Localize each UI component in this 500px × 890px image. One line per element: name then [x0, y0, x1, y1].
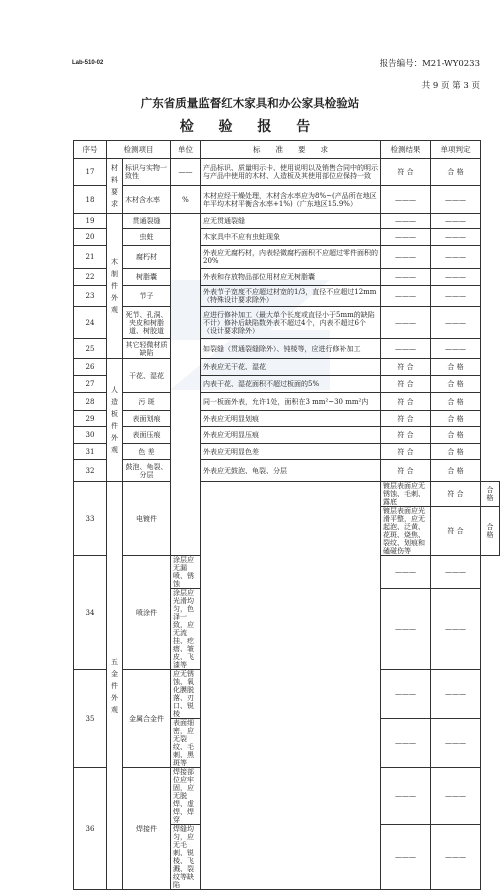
- table-header: [74, 141, 500, 159]
- row-unit: ——: [171, 159, 201, 186]
- row-result: ———: [381, 556, 431, 589]
- row-no: 25: [74, 339, 107, 359]
- row-result: 符 合: [381, 444, 431, 460]
- row-result: ———: [381, 825, 431, 890]
- row-result: 符 合: [431, 482, 481, 507]
- row-result: ———: [381, 719, 431, 768]
- table-row: [74, 411, 500, 427]
- row-no: 23: [74, 286, 107, 307]
- row-item: 表面划痕: [123, 411, 171, 427]
- row-result: 符 合: [381, 427, 431, 444]
- row-verdict: ———: [431, 556, 481, 589]
- row-verdict: ———: [431, 246, 481, 269]
- row-item: 喷涂件: [123, 556, 171, 670]
- row-no: 30: [74, 427, 107, 444]
- row-verdict: 合 格: [481, 507, 500, 556]
- row-result: 符 合: [381, 460, 431, 482]
- row-no: 32: [74, 460, 107, 482]
- page-indicator: 共 9 页 第 3 页: [421, 81, 480, 91]
- row-result: ———: [381, 269, 431, 286]
- table-row: [74, 444, 500, 460]
- row-no: 20: [74, 229, 107, 246]
- row-verdict: ———: [431, 825, 481, 890]
- row-result: ———: [381, 589, 431, 670]
- row-verdict: ———: [431, 768, 481, 825]
- table-row: [74, 186, 500, 214]
- group-label: 木制件外观: [107, 214, 123, 359]
- lab-code: Lab-510-02: [72, 60, 104, 66]
- group-label: 人造板件外观: [107, 359, 123, 482]
- row-req: 镀层表面应光滑平整，应无起泡、泛黄、花斑、烧焦、裂纹、划痕和磕碰伤等: [381, 507, 431, 556]
- row-item: 木材含水率: [123, 186, 171, 214]
- row-no: 31: [74, 444, 107, 460]
- row-item: 污 斑: [123, 393, 171, 411]
- row-item: 虫蛀: [123, 229, 171, 246]
- row-verdict: 合 格: [431, 427, 481, 444]
- table-row: [74, 359, 500, 376]
- row-result: ———: [381, 246, 431, 269]
- row-req: 外表应无干花、湿花: [201, 359, 381, 376]
- row-result: ———: [381, 339, 431, 359]
- row-item: 干花、湿花: [123, 359, 171, 393]
- row-verdict: ———: [431, 307, 481, 339]
- row-req: 外表应无明显划痕: [201, 411, 381, 427]
- row-req: 如裂缝（贯通裂缝除外）、钝棱等，应进行修补加工: [201, 339, 381, 359]
- col-header: 标 准 要 求: [201, 141, 381, 159]
- row-verdict: ———: [431, 670, 481, 719]
- row-req: 应无贯通裂缝: [201, 214, 381, 229]
- table-row: [74, 214, 500, 229]
- row-verdict: 合 格: [431, 159, 481, 186]
- row-no: 28: [74, 393, 107, 411]
- col-header: 检测项目: [107, 141, 171, 159]
- row-req: 表面细密，应无裂纹、毛刺、黑斑等: [171, 719, 201, 768]
- table-row: [74, 393, 500, 411]
- table-row: [74, 286, 500, 307]
- row-item: 金属合金件: [123, 670, 171, 768]
- row-verdict: 合 格: [431, 444, 481, 460]
- table-row: [74, 269, 500, 286]
- row-verdict: ———: [431, 589, 481, 670]
- row-no: 17: [74, 159, 107, 186]
- row-verdict: 合 格: [431, 359, 481, 376]
- row-req: 涂层应无漏喷、锈蚀: [171, 556, 201, 589]
- table-row: [74, 460, 500, 482]
- row-req: 木材应经干燥处理，木材含水率应为8%~(产品所在地区年平均木材平衡含水率+1%)（广东地区15.9%）: [201, 186, 381, 214]
- row-no: 26: [74, 359, 107, 376]
- row-req: 内表干花、湿花面积不超过板面的5%: [201, 376, 381, 393]
- row-result: ———: [381, 214, 431, 229]
- col-header: 序号: [74, 141, 107, 159]
- row-req: 外表应无腐朽材，内表轻微腐朽面积不应超过零件面积的20%: [201, 246, 381, 269]
- col-header: 单位: [171, 141, 201, 159]
- row-item: 标识与实物一致性: [123, 159, 171, 186]
- row-item: 贯通裂缝: [123, 214, 171, 229]
- row-req: 涂层应光滑均匀，色泽一致，应无流挂、疙瘩、皱皮、飞漆等: [171, 589, 201, 670]
- row-no: 35: [74, 670, 107, 768]
- row-result: 符 合: [381, 359, 431, 376]
- row-req: 焊接部位应牢固，应无脱焊、虚焊、焊穿: [171, 768, 201, 825]
- row-verdict: ———: [431, 214, 481, 229]
- row-unit: [171, 214, 201, 556]
- row-item: 电镀件: [123, 482, 171, 556]
- row-no: 34: [74, 556, 107, 670]
- group-label: 五金件外观: [107, 482, 123, 890]
- row-item: 表面压痕: [123, 427, 171, 444]
- row-no: 29: [74, 411, 107, 427]
- row-result: ———: [381, 186, 431, 214]
- col-header: 检测结果: [381, 141, 431, 159]
- row-no: 24: [74, 307, 107, 339]
- row-result: 符 合: [381, 393, 431, 411]
- row-verdict: 合 格: [481, 482, 500, 507]
- row-item: 色 差: [123, 444, 171, 460]
- row-result: 符 合: [431, 507, 481, 556]
- row-req: 同一板面外表，允许1处，面积在3 mm²~30 mm²内: [201, 393, 381, 411]
- row-verdict: ———: [431, 229, 481, 246]
- row-result: ———: [381, 307, 431, 339]
- organization-name: 广东省质量监督红木家具和办公家具检验站: [140, 96, 360, 110]
- row-verdict: ———: [431, 339, 481, 359]
- row-item: 焊接件: [123, 768, 171, 890]
- row-verdict: ———: [431, 186, 481, 214]
- row-result: ———: [381, 768, 431, 825]
- inspection-table: [73, 140, 500, 890]
- row-no: 33: [74, 482, 107, 556]
- table-row: [74, 427, 500, 444]
- row-result: ———: [381, 670, 431, 719]
- row-verdict: 合 格: [431, 376, 481, 393]
- row-verdict: 合 格: [431, 460, 481, 482]
- row-unit: [201, 482, 381, 890]
- row-unit: %: [171, 186, 201, 214]
- row-no: 21: [74, 246, 107, 269]
- row-result: 符 合: [381, 376, 431, 393]
- row-item: 鼓泡、龟裂、分层: [123, 460, 171, 482]
- row-req: 外表应无明显压痕: [201, 427, 381, 444]
- table-row: [74, 229, 500, 246]
- row-req: 应无锈蚀、氧化膜脱落、刃口、锐棱: [171, 670, 201, 719]
- table-row: [74, 307, 500, 339]
- row-no: 27: [74, 376, 107, 393]
- row-req: 外表应无明显色差: [201, 444, 381, 460]
- row-verdict: ———: [431, 286, 481, 307]
- report-title: 检 验 报 告: [179, 119, 321, 135]
- row-item: 其它轻微材质缺陷: [123, 339, 171, 359]
- row-result: 符 合: [381, 411, 431, 427]
- row-req: 外表应无鼓泡、龟裂、分层: [201, 460, 381, 482]
- group-label: 材料要求: [107, 159, 123, 214]
- row-verdict: ———: [431, 269, 481, 286]
- row-verdict: ———: [431, 719, 481, 768]
- row-no: 19: [74, 214, 107, 229]
- row-req: 应进行修补加工（最大单个长度或直径小于5mm的缺陷不计）修补后缺陷数外表不超过4个，内表不超过6个（设计要求除外）: [201, 307, 381, 339]
- row-no: 22: [74, 269, 107, 286]
- col-header: 单项判定: [431, 141, 481, 159]
- row-result: 符 合: [381, 159, 431, 186]
- table-row: [74, 482, 500, 507]
- row-result: ———: [381, 229, 431, 246]
- row-result: ———: [381, 286, 431, 307]
- row-req: 产品标识、质量明示卡、使用说明以及销售合同中的明示与产品中使用的木材、人造板及其使用部位应保持一致: [201, 159, 381, 186]
- row-verdict: 合 格: [431, 393, 481, 411]
- row-no: 36: [74, 768, 107, 890]
- row-req: 镀层表面应无锈蚀、毛刺、露底: [381, 482, 431, 507]
- table-row: [74, 159, 500, 186]
- row-req: 木家具中不应有虫蛀现象: [201, 229, 381, 246]
- row-verdict: 合 格: [431, 411, 481, 427]
- row-no: 18: [74, 186, 107, 214]
- report-number: 报告编号：M21-WY0233: [379, 59, 480, 69]
- table-row: [74, 339, 500, 359]
- row-item: 死节、孔洞、夹皮和树脂道、树胶道: [123, 307, 171, 339]
- row-req: 外表和存放物品部位用材应无树脂囊: [201, 269, 381, 286]
- row-item: 节子: [123, 286, 171, 307]
- row-item: 腐朽材: [123, 246, 171, 269]
- row-req: 焊缝均匀，应无毛刺、锐棱、飞溅、裂纹等缺陷: [171, 825, 201, 890]
- table-row: [74, 246, 500, 269]
- row-item: 树脂囊: [123, 269, 171, 286]
- row-req: 外表节子宽度不应超过材宽的1/3，直径不应超过12mm（特殊设计要求除外）: [201, 286, 381, 307]
